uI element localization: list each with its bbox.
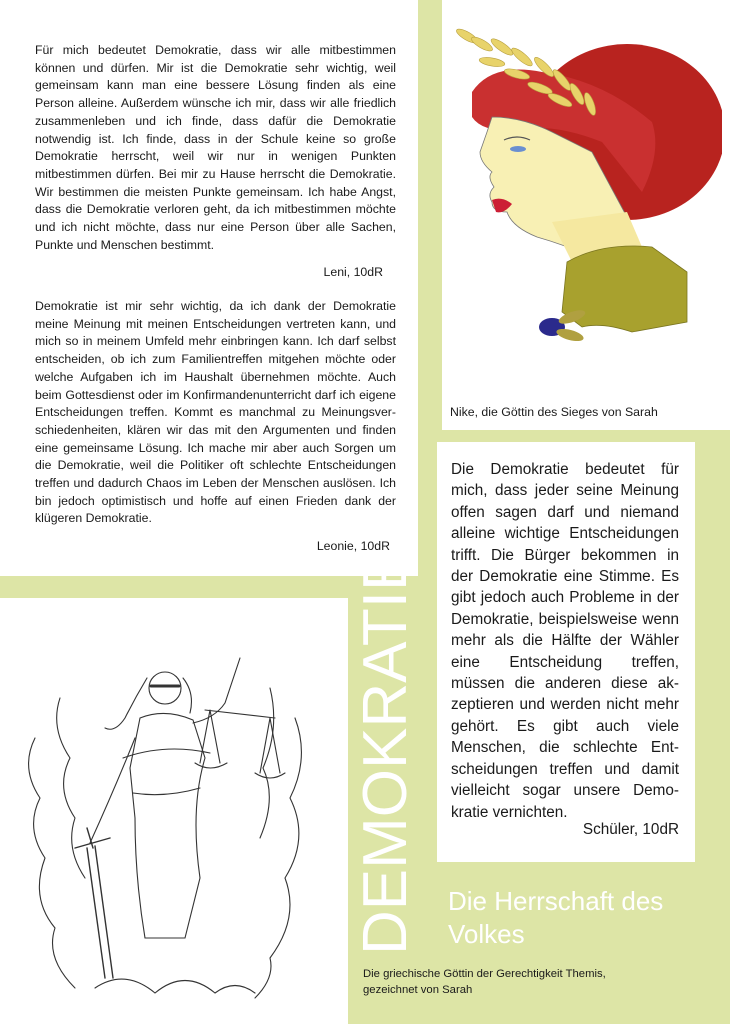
themis-caption: Die griechische Göttin der Gerechtigkeit Themis, gezeichnet von Sarah (363, 968, 606, 996)
scale-pan-left (195, 710, 227, 768)
themis-illustration (15, 648, 315, 1008)
nike-caption: Nike, die Göttin des Sieges von Sarah (450, 405, 658, 419)
sword (75, 828, 113, 978)
article-leonie-text: Demokratie ist mir sehr wichtig, da ich dank der Demokratie meine Meinung mit meinen Entscheidungen vertreten kann, und mich so in meinem Umfeld mehr einbringen kann. Ich darf selbst entscheiden, ob ich zum Familientreffen mitgehen möchte oder welche Aufgaben ich im Haushalt übernehmen möchte. Auch beim Gottesdienst oder im Konfirmandenunterricht darf ich eigene Entscheidungen treffen. Kommt es manchmal zu Meinungsverschiedenheiten, klären wir das mit den Argumenten und finden eine gemeinsame Lösung. Ich mache mir aber auch Sorgen um die Demokratie, weil die Politiker oft schlechte Entscheidungen treffen und dadurch Chaos im Leben der Menschen auslösen. Ich bin jedoch optimistisch und hoffe auf einen Frieden dank der klügeren Demokratie. (35, 299, 396, 526)
flame-left (29, 738, 75, 988)
themis-head (149, 672, 181, 704)
article-schueler-author: Schüler, 10dR (582, 821, 679, 838)
vertical-title: DEMOKRATIE (351, 549, 420, 955)
scale-beam (205, 710, 275, 718)
flame-left-inner (57, 698, 85, 878)
themis-body (130, 713, 205, 938)
article-leonie-author: Leonie, 10dR (316, 539, 390, 553)
themis-drape (123, 749, 210, 795)
article-leni-author: Leni, 10dR (323, 265, 383, 279)
themis-arm-sword (90, 738, 135, 843)
nike-eye (510, 146, 526, 152)
flame-bottom (95, 979, 255, 993)
nike-armor (562, 246, 687, 332)
subtitle: Die Herrschaft des Volkes (448, 886, 664, 949)
article-schueler-text: Die Demokratie bedeutet für mich, dass jeder seine Meinung offen sagen darf und niemand alleine wichtige Entscheidungen trifft. Die Bürger bekommen in der Demokratie eine Stimme. Es gibt jedoch auch Probleme in der Demokratie, beispielsweise wenn mehr als die Hälfte der Wähler eine Entscheidung treffen, müssen die anderen diese akzeptieren und werden nicht mehr gehört. Es gibt auch viele Menschen, die schlechte Entscheidungen treffen und damit vielleicht sogar unsere Demokratie vernichten. (451, 461, 679, 821)
article-leni-text: Für mich bedeutet Demokratie, dass wir alle mitbestimmen können und dürfen. Mir ist die Demokratie sehr wichtig, weil gemeinsam kann man eine bessere Lösung finden als eine Person alleine. Außerdem wünsche ich mir, dass wir alle friedlich zusammenleben und ich finde, dass dafür die Demokratie notwendig ist. Ich finde, dass in der Schule keine so große Demokratie herrscht, weil wir nur in wenigen Punkten mitbestimmen dürfen. Bei mir zu Hause herrscht die Demokratie. Wir bestimmen die meisten Punkte gemeinsam. Ich habe Angst, dass die Demokratie verloren geht, da ich mitbestimmen möchte und ich nicht möchte, dass nur eine Person über alle Sachen, Punkte und Menschen bestimmt. (35, 43, 396, 252)
nike-illustration (452, 22, 722, 352)
